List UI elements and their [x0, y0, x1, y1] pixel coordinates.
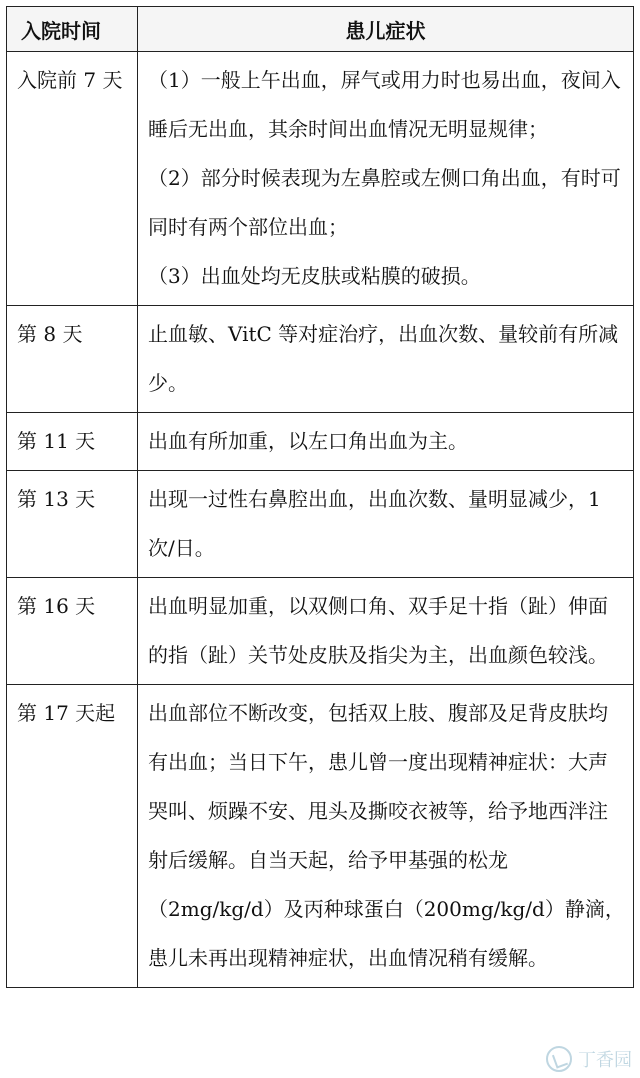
row-time-cell: 第 16 天 [7, 578, 138, 685]
table-row [7, 52, 634, 306]
symptom-paragraph: 出血明显加重，以双侧口角、双手足十指（趾）伸面的指（趾）关节处皮肤及指尖为主，出血颜色较浅。 [148, 594, 608, 667]
row-symptom-cell [138, 306, 634, 413]
row-symptom-cell [138, 578, 634, 685]
watermark [546, 1046, 632, 1072]
symptom-paragraph: （2）部分时候表现为左鼻腔或左侧口角出血，有时可同时有两个部位出血； [148, 166, 621, 239]
row-symptom-cell [138, 471, 634, 578]
row-time-cell: 入院前 7 天 [7, 52, 138, 306]
header-symptoms: 患儿症状 [138, 7, 634, 52]
row-time-cell: 第 17 天起 [7, 685, 138, 988]
table-row [7, 306, 634, 413]
table-header-row [7, 7, 634, 52]
row-time-cell: 第 13 天 [7, 471, 138, 578]
dxy-logo-icon [546, 1046, 572, 1072]
symptom-paragraph: 出血有所加重，以左口角出血为主。 [148, 429, 468, 453]
table-row [7, 578, 634, 685]
symptom-paragraph: 止血敏、VitC 等对症治疗，出血次数、量较前有所减少。 [148, 322, 619, 395]
symptom-paragraph: （3）出血处均无皮肤或粘膜的破损。 [148, 264, 481, 288]
document-page [6, 6, 633, 988]
watermark-text: 丁香园 [578, 1050, 632, 1071]
symptom-timeline-table [6, 6, 634, 988]
row-symptom-cell [138, 413, 634, 471]
symptom-paragraph: （1）一般上午出血，屏气或用力时也易出血，夜间入睡后无出血，其余时间出血情况无明显规律； [148, 68, 621, 141]
table-row [7, 685, 634, 988]
row-time-cell: 第 11 天 [7, 413, 138, 471]
row-symptom-cell [138, 52, 634, 306]
row-time-cell: 第 8 天 [7, 306, 138, 413]
symptom-paragraph: 出现一过性右鼻腔出血，出血次数、量明显减少，1 次/日。 [148, 487, 601, 560]
header-admission-time: 入院时间 [7, 7, 138, 52]
table-row [7, 413, 634, 471]
row-symptom-cell [138, 685, 634, 988]
table-row [7, 471, 634, 578]
symptom-paragraph: 出血部位不断改变，包括双上肢、腹部及足背皮肤均有出血；当日下午，患儿曾一度出现精神症状：大声哭叫、烦躁不安、甩头及撕咬衣被等，给予地西泮注射后缓解。自当天起，给予甲基强的松龙（2mg/kg/d）及丙种球蛋白（200mg/kg/d）静滴，患儿未再出现精神症状，出血情况稍有缓解。 [148, 701, 625, 970]
